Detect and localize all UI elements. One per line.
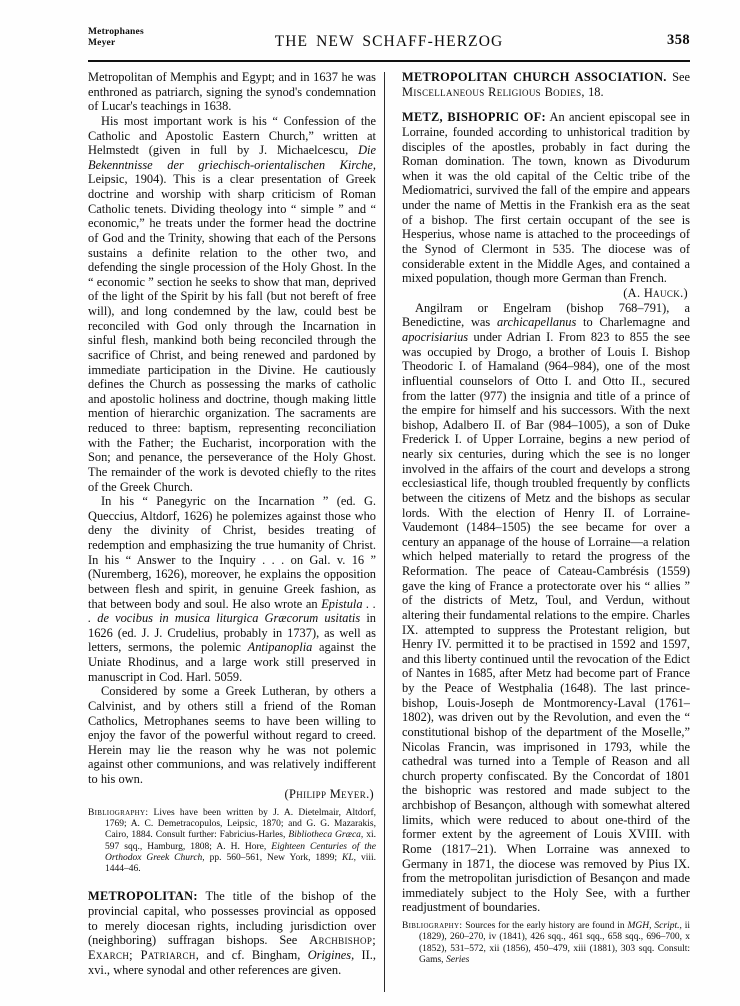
paragraph-panegyric: In his “ Panegyric on the Incarnation ” (ed. G. Queccius, Altdorf, 1626) he polemizes against those who deny the divinity of Christ, besides treating of redemption and emphasizing the true humanity of Christ. In his “ Answer to the Inquiry . . . on Gal. v. 16 ” (Nuremberg, 1626), moreover, he explains the opposition between flesh and spirit, in genuine Greek fashion, as that between body and soul. He also wrote an Epistula . . . de vocibus in musica liturgica Græcorum usitatis in 1626 (ed. J. J. Crudelius, probably in 1737), as well as letters, sermons, the polemic Antipanoplia against the Uniate Rhodinus, and a large work still preserved in manuscript in Cod. Harl. 5059. [88, 494, 376, 684]
column-container [88, 70, 690, 995]
running-head [88, 27, 690, 57]
crossref-exarch: Exarch; [88, 947, 133, 962]
spacer [88, 875, 376, 889]
author-byline-hauck: (A. Hauck.) [623, 285, 688, 300]
bibliography-label: Bibliography: [402, 921, 463, 931]
entry-headword-metropolitan: METROPOLITAN: [88, 889, 198, 904]
left-column [88, 70, 376, 995]
running-head-left-line2: Meyer [88, 38, 116, 49]
italic-mgh-script: MGH, Script., [627, 921, 682, 931]
paragraph-confession: His most important work is his “ Confession of the Catholic and Apostolic Eastern Church,” written at Helmstedt (given in full by J. Michaelcescu, Die Bekenntnisse der griechisch-orientalischen Kirche, Leipsic, 1904). This is a clear presentation of Greek doctrine and worship with sharp criticism of Roman Catholic tenets. Dividing theology into “ simple ” and “ economic,” he treats under the former head the doctrine of God and the Trinity, showing that each of the Persons sustains a definite relation to the other two, and defending the single procession of the Holy Ghost. In the “ economic ” section he seeks to show that man, deprived of the light of the Spirit by his fall (but not bereft of free will), and long condemned by the law, could best be reconciled with God only through the Incarnation in sinful flesh, mankind both being reconciled through the sacrifice of Christ, and being renewed and pardoned by immediate participation in the Divine. He cautiously defines the Church as possessing the marks of catholic and apostolic holiness and doctrine, though making little mention of hierarchic organization. The sacraments are reduced to three: baptism, representing reconciliation with the Father; the Eucharist, incorporation with the Son; and penance, the perseverance of the Holy Ghost. The remainder of the work is devoted chiefly to the rites of the Greek Church. [88, 113, 376, 494]
crossref-patriarch: Patriarch, [132, 947, 200, 962]
paragraph-angilram: Angilram or Engelram (bishop 768–791), a Benedictine, was archicapellanus to Charlemagne and apocrisiarius under Adrian I. From 823 to 855 the see was occupied by Drogo, a brother of Louis I. Bishop Theodoric I. of Hamaland (964–984), one of the most influential counselors of Otto I. and Otto II., secured from the latter (977) the insignia and title of a prince of the empire for himself and his successors. With the next bishop, Adalbero II. of Bar (984–1005), a son of Duke Frederick I. of Upper Lorraine, begins a new period of nearly six centuries, during which the see is no longer involved in the affairs of the court and develops a strong ecclesiastical life, though troubled frequently by conflicts between the citizens of Metz and the bishops as secular lords. With the election of Henry II. of Lorraine-Vaudemont (1484–1505) the see became for over a century an appanage of the house of Lorraine—a relation which helped materially to retard the progress of the Reformation. The peace of Cateau-Cambrésis (1559) gave the king of France a protectorate over his “ allies ” of the districts of Metz, Toul, and Verdun, without altering their fundamental relations to the empire. Charles IX. attempted to suppress the Protestant religion, but Henry IV. permitted it to be practised in 1592 and 1597, and this liberty continued until the revocation of the Edict of Nantes in 1685, after Metz had become part of France by the Peace of Westphalia (1648). The last prince-bishop, Louis-Joseph de Montmorency-Laval (1761–1802), was driven out by the Revolution, and even the “ constitutional bishop of the department of the Moselle,” Nicolas Francin, was imprisoned in 1793, while the cathedral was turned into a Temple of Reason and all church property confiscated. By the Concordat of 1801 the bishopric was restored and made subject to the archbishop of Besançon, although with somewhat altered limits, which were reduced to about one-third of the former extent by the agreement of Louis XVIII. with Rome (1817–21). When Lorraine was annexed to Germany in 1871, the diocese was removed by Pius IX. from the metropolitan jurisdiction of Besançon and made immediately subject to the Holy See, with a further readjustment of boundaries. [402, 300, 690, 915]
author-byline-philipp-meyer: (Philipp Meyer.) [284, 786, 374, 801]
bibliography-metrophanes: Bibliography: Lives have been written by J. A. Dietelmair, Altdorf, 1769; A. C. Demetracopulos, Leipsic, 1870; and G. G. Mazarakis, Cairo, 1884. Consult further: Fabricius-Harles, Bibliotheca Græca, xi. 597 sqq., Hamburg, 1808; A. H. Hore, Eighteen Centuries of the Orthodox Greek Church, pp. 560–561, New York, 1899; KL, viii. 1444–46. [88, 807, 376, 875]
italic-kl: KL, [342, 852, 357, 863]
italic-bibliotheca-graeca: Bibliotheca Græca, [288, 830, 364, 841]
paragraph-metrophanes-continued: Metropolitan of Memphis and Egypt; and in 1637 he was enthroned as patriarch, signing the synod's condemnation of Lucar's teachings in 1638. [88, 70, 376, 114]
running-head-left-line1: Metrophanes [88, 27, 144, 37]
spacer [402, 99, 690, 110]
paragraph-considered: Considered by some a Greek Lutheran, by others a Calvinist, and by others still a friend of the Roman Catholics, Metrophanes seems to have been willing to enjoy the favor of the powerful without regard to creed. Herein may lie the reason why he was not polemic against other communions, and was relatively indifferent to his own. [88, 684, 376, 786]
italic-archicapellanus: archicapellanus [496, 315, 577, 330]
bibliography-label: Bibliography: [88, 807, 149, 818]
bibliography-metz: Bibliography: Sources for the early history are found in MGH, Script., ii (1829), 260–270, iv (1841), 426 sqq., 461 sqq., 658 sqq., 696–700, x (1852), 531–572, xii (1856), 450–479, xiii (1881), 303 sqq. Consult: Gams, Series [402, 921, 690, 965]
book-title: THE NEW SCHAFF-HERZOG [274, 33, 504, 50]
crossref-miscellaneous-religious-bodies: Miscellaneous Religious Bodies, [402, 84, 585, 99]
entry-metropolitan: METROPOLITAN: The title of the bishop of the provincial capital, who possesses provincial as opposed to merely diocesan rights, including jurisdiction over (neighboring) suffragan bishops. See Archbishop; Exarch; Patriarch, and cf. Bingham, Origines, II., xvi., where synodal and other references are given. [88, 889, 376, 977]
italic-apocrisiarius: apocrisiarius [402, 330, 469, 344]
crossref-archbishop: Archbishop; [309, 933, 376, 948]
entry-metz-bishopric: METZ, BISHOPRIC OF: An ancient episcopal see in Lorraine, founded according to unhistorical tradition by disciples of the apostles, probably in fact during the Roman domination. The town, known as Divodurum when it was the old capital of the Celtic tribe of the Mediomatrici, survived the fall of the empire and appears under the name of Mettis in the Frankish era as the seat of a bishop. The first certain occupant of the see is Hesperius, whose name is attached to the proceedings of the Synod of Clermont in 535. The diocese was of considerable extent in the Middle Ages, and contained a mixed population, though more German than French. [402, 110, 690, 286]
italic-title-epistula: Epistula . . . de vocibus in musica liturgica Græcorum usitatis [88, 596, 376, 626]
entry-metropolitan-church-association: METROPOLITAN CHURCH ASSOCIATION. See Miscellaneous Religious Bodies, 18. [402, 70, 690, 99]
column-divider-rule [384, 72, 385, 992]
italic-title-bekenntnisse: Die Bekenntnisse der griechisch-orientalischen Kirche, [88, 143, 376, 172]
right-column [402, 70, 690, 995]
italic-eighteen-centuries: Eighteen Centuries of the Orthodox Greek Church, [105, 841, 376, 863]
entry-headword-metz: METZ, BISHOPRIC OF: [402, 110, 546, 125]
italic-series: Series [446, 954, 470, 965]
entry-headword-metropolitan-church-association: METROPOLITAN CHURCH ASSOCIATION. [402, 70, 667, 84]
italic-title-antipanoplia: Antipanoplia [247, 640, 313, 655]
italic-origines: Origines, [307, 947, 355, 962]
header-divider-rule [88, 60, 690, 62]
page-number: 358 [667, 32, 690, 48]
